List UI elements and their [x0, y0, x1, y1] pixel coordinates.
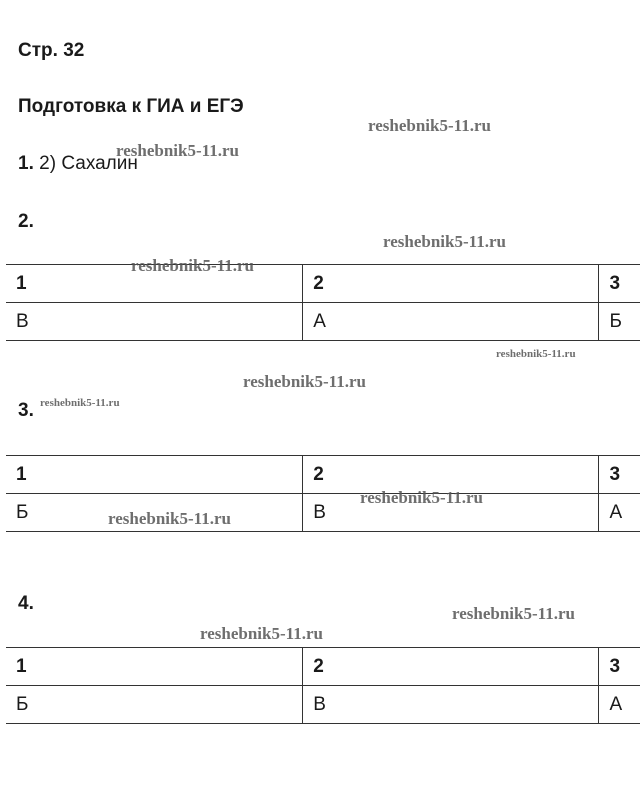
question-3-number: 3.: [18, 400, 34, 421]
table-answer-cell: Б: [6, 686, 303, 724]
table-answer-cell: А: [303, 303, 599, 341]
question-answer: 2) Сахалин: [39, 153, 138, 174]
question-2-number: 2.: [18, 211, 34, 232]
table-header-cell: 3: [599, 265, 640, 303]
watermark: reshebnik5-11.ru: [108, 509, 231, 528]
table-answer-cell: А: [599, 494, 640, 532]
table-header-cell: 1: [6, 648, 303, 686]
table-header-cell: 3: [599, 648, 640, 686]
table-answer-cell: А: [599, 686, 640, 724]
table-answer-row: [6, 303, 640, 341]
watermark: reshebnik5-11.ru: [40, 397, 120, 409]
table-answer-row: [6, 686, 640, 724]
watermark: reshebnik5-11.ru: [131, 256, 254, 275]
table-header-cell: 2: [303, 648, 599, 686]
answer-table-2: [6, 264, 640, 341]
section-heading: Подготовка к ГИА и ЕГЭ: [18, 96, 244, 117]
watermark: reshebnik5-11.ru: [383, 232, 506, 251]
answer-table-3: [6, 455, 640, 532]
watermark: reshebnik5-11.ru: [243, 372, 366, 391]
table-header-row: [6, 456, 640, 494]
table-answer-cell: Б: [599, 303, 640, 341]
table-header-cell: 2: [303, 456, 599, 494]
table-header-cell: 1: [6, 265, 303, 303]
watermark: reshebnik5-11.ru: [360, 488, 483, 507]
table-answer-row: [6, 494, 640, 532]
table-header-cell: 1: [6, 456, 303, 494]
table-answer-cell: Б: [6, 494, 303, 532]
watermark: reshebnik5-11.ru: [368, 116, 491, 135]
watermark: reshebnik5-11.ru: [452, 604, 575, 623]
table-answer-cell: В: [303, 686, 599, 724]
question-4-number: 4.: [18, 593, 34, 614]
table-header-row: [6, 648, 640, 686]
watermark: reshebnik5-11.ru: [200, 624, 323, 643]
watermark: reshebnik5-11.ru: [496, 348, 576, 360]
table-answer-cell: В: [6, 303, 303, 341]
table-header-cell: 3: [599, 456, 640, 494]
table-header-cell: 2: [303, 265, 599, 303]
table-answer-cell: В: [303, 494, 599, 532]
watermark: reshebnik5-11.ru: [116, 141, 239, 160]
table-header-row: [6, 265, 640, 303]
page-number: Стр. 32: [18, 40, 85, 61]
answer-table-4: [6, 647, 640, 724]
question-number: 1.: [18, 153, 34, 174]
